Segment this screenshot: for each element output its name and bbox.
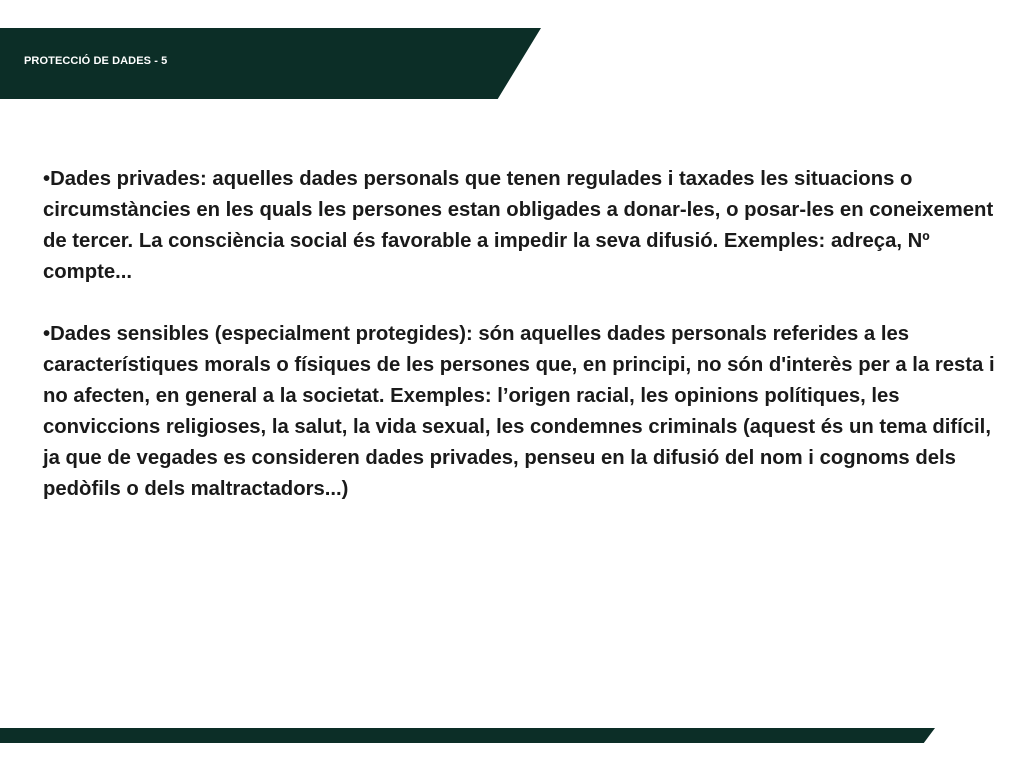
paragraph-private-data: •Dades privades: aquelles dades personals que tenen regulades i taxades les situacions o circumstàncies en les quals les persones estan obligades a donar-les, o posar-les en coneixement de tercer. La consciència social és favorable a impedir la seva difusió. Exemples: adreça, Nº compte... — [43, 168, 994, 283]
slide-body — [43, 164, 998, 505]
slide-title: PROTECCIÓ DE DADES - 5 — [24, 55, 168, 67]
footer-band — [0, 728, 935, 743]
paragraph-sensitive-data: •Dades sensibles (especialment protegides): són aquelles dades personals referides a les característiques morals o físiques de les persones que, en principi, no són d'interès per a la resta i no afecten, en general a la societat. Exemples: l’origen racial, les opinions polítiques, les conviccions religioses, la salut, la vida sexual, les condemnes criminals (aquest és un tema difícil, ja que de vegades es consideren dades privades, penseu en la difusió del nom i cognoms dels pedòfils o dels maltractadors...) — [43, 323, 995, 500]
